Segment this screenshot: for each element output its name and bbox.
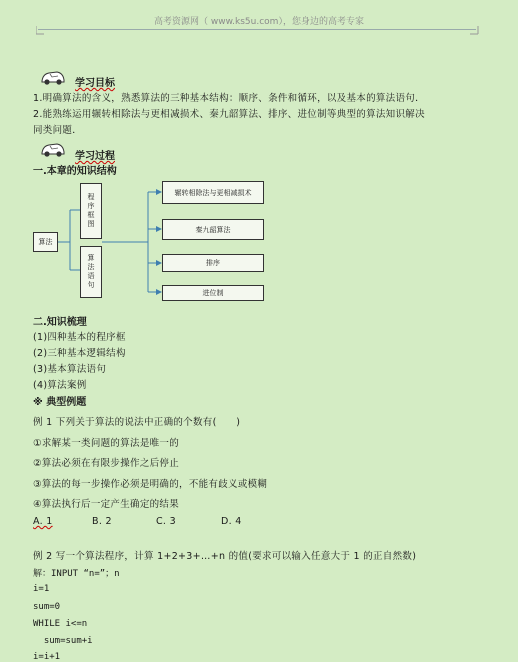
ex2-code-line-5: sum=sum+i	[33, 636, 93, 646]
diagram-item-gcd: 辗转相除法与更相减损术	[162, 181, 264, 204]
review-item-4: (4)算法案例	[33, 380, 87, 391]
objectives-line-3: 同类问题．	[33, 125, 83, 136]
objectives-title: 学习目标	[75, 78, 115, 89]
ex2-code-line-4: WHILE i<=n	[33, 619, 88, 629]
ex2-code-line-1: 解：INPUT “n=”；n	[33, 569, 120, 579]
objectives-line-1: 1.明确算法的含义，熟悉算法的三种基本结构：顺序、条件和循环，以及基本的算法语句．	[33, 93, 425, 104]
ex2-question: 例 2 写一个算法程序，计算 1+2+3+…+n 的值(要求可以输入任意大于 1 的正自然数)	[33, 551, 417, 562]
ex2-code-line-2: i=1	[33, 584, 50, 594]
diagram-item-qin: 秦九韶算法	[162, 219, 264, 240]
structure-heading: 一.本章的知识结构	[33, 166, 117, 177]
diagram-item-base: 进位制	[162, 285, 264, 301]
ex1-choice-a: A. 1	[33, 516, 53, 527]
ex1-option-4: ④算法执行后一定产生确定的结果	[33, 499, 180, 510]
ex1-choice-d: D. 4	[221, 516, 242, 527]
diagram-flowchart: 程序框图	[80, 183, 102, 239]
examples-heading: ※ 典型例题	[33, 397, 87, 408]
ex1-option-1: ①求解某一类问题的算法是唯一的	[33, 438, 180, 449]
review-item-3: (3)基本算法语句	[33, 364, 107, 375]
diagram-item-sort: 排序	[162, 254, 264, 272]
process-title: 学习过程	[75, 151, 115, 162]
ex1-question: 例 1 下列关于算法的说法中正确的个数有( )	[33, 417, 241, 428]
review-heading: 二.知识梳理	[33, 317, 87, 328]
ex2-code-line-3: sum=0	[33, 602, 61, 612]
page-header: 高考资源网（ www.ks5u.com），您身边的高考专家	[154, 17, 364, 27]
ex1-choice-c: C. 3	[156, 516, 176, 527]
ex2-code-line-6: i=i+1	[33, 652, 61, 662]
ex1-choice-b: B. 2	[92, 516, 112, 527]
diagram-statements: 算法语句	[80, 246, 102, 298]
ex1-option-2: ②算法必须在有限步操作之后停止	[33, 458, 180, 469]
ex1-option-3: ③算法的每一步操作必须是明确的，不能有歧义或模糊	[33, 479, 268, 490]
diagram-root-algorithm: 算法	[33, 232, 58, 252]
review-item-1: (1)四种基本的程序框	[33, 332, 126, 343]
objectives-line-2: 2.能熟练运用辗转相除法与更相减损术、秦九韶算法、排序、进位制等典型的算法知识解决	[33, 109, 425, 120]
review-item-2: (2)三种基本逻辑结构	[33, 348, 126, 359]
